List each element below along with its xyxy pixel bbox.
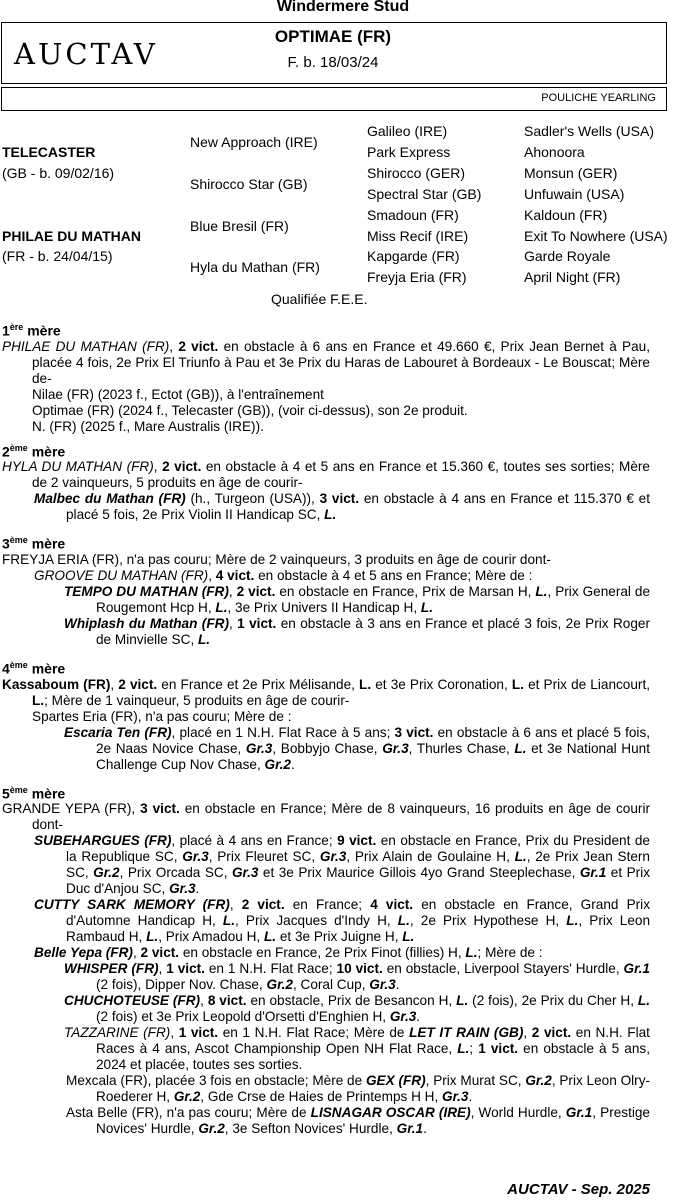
pedigree-g2: Hyla du Mathan (FR) <box>190 259 320 275</box>
footer-credit: AUCTAV - Sep. 2025 <box>507 1181 650 1198</box>
dam-entry: GRANDE YEPA (FR), 3 vict. en obstacle en France; Mère de 8 vainqueurs, 16 produits en âge de courir dont- <box>2 801 651 833</box>
pedigree-g4: Monsun (GER) <box>524 165 618 181</box>
pedigree-g2: Shirocco Star (GB) <box>190 176 308 192</box>
produce-entry: Whiplash du Mathan (FR), 1 vict. en obstacle à 3 ans en France et placé 3 fois, 2e Prix Roger de Minvielle SC, L. <box>64 615 650 647</box>
dam-details: (FR - b. 24/04/15) <box>2 248 113 264</box>
produce-entry: TAZZARINE (FR), 1 vict. en 1 N.H. Flat Race; Mère de LET IT RAIN (GB), 2 vict. en N.H. Flat Races à 4 ans, Ascot Championship Open NH Flat Race, L.; 1 vict. en obstacle à 5 ans, 2024 et placée, toutes ses sorties. <box>64 1025 651 1073</box>
section-heading: 5ème mère <box>2 784 66 802</box>
produce-entry: GROOVE DU MATHAN (FR), 4 vict. en obstacle à 4 et 5 ans en France; Mère de : <box>34 567 533 583</box>
produce-entry: TEMPO DU MATHAN (FR), 2 vict. en obstacle en France, Prix de Marsan H, L., Prix General de Rougemont Hcp H, L., 3e Prix Univers II Handicap H, L. <box>64 583 651 615</box>
section-heading: 4ème mère <box>2 659 66 677</box>
sire-name: TELECASTER <box>2 144 96 160</box>
produce-entry: CHUCHOTEUSE (FR), 8 vict. en obstacle, Prix de Besancon H, L. (2 fois), 2e Prix du Cher H, L. (2 fois) et 3e Prix Leopold d'Orsetti d'Enghien H, Gr.3. <box>64 993 651 1025</box>
pedigree-g3: Shirocco (GER) <box>367 165 466 181</box>
produce-entry: CUTTY SARK MEMORY (FR), 2 vict. en France; 4 vict. en obstacle en France, Grand Prix d'Automne Handicap H, L., Prix Jacques d'Indy H, L., 2e Prix Hypothese H, L., Prix Leon Rambaud H, L., Prix Amadou H, L. et 3e Prix Juigne H, L. <box>34 897 651 945</box>
produce-entry: WHISPER (FR), 1 vict. en 1 N.H. Flat Race; 10 vict. en obstacle, Liverpool Stayers' Hurdle, Gr.1 (2 fois), Dipper Nov. Chase, Gr.2, Coral Cup, Gr.3. <box>64 961 650 993</box>
produce-entry: Spartes Eria (FR), n'a pas couru; Mère de : <box>32 708 292 724</box>
pedigree-g3: Park Express <box>367 144 451 160</box>
pedigree-g4: Kaldoun (FR) <box>524 207 608 223</box>
category-label: POULICHE YEARLING <box>541 92 656 104</box>
produce-entry: Asta Belle (FR), n'a pas couru; Mère de LISNAGAR OSCAR (IRE), World Hurdle, Gr.1, Prestige Novices' Hurdle, Gr.2, 3e Sefton Novices' Hurdle, Gr.1. <box>66 1105 650 1137</box>
dam-entry: PHILAE DU MATHAN (FR), 2 vict. en obstacle à 6 ans en France et 49.660 €, Prix Jean Bernet à Pau, placée 4 fois, 2e Prix El Triunfo à Pau et 3e Prix du Haras de Labouret à Bordeaux - Le Bouscat; Mère de- <box>2 338 650 386</box>
produce-entry: Malbec du Mathan (FR) (h., Turgeon (USA)), 3 vict. en obstacle à 4 ans en France et 115.370 € et placé 5 fois, 2e Prix Violin II Handicap SC, L. <box>34 491 650 523</box>
pedigree-g3: Miss Recif (IRE) <box>367 228 469 244</box>
horse-name: OPTIMAE (FR) <box>274 27 392 46</box>
produce-entry: Nilae (FR) (2023 f., Ectot (GB)), à l'entraînement <box>32 386 324 402</box>
pedigree-g3: Smadoun (FR) <box>367 207 459 223</box>
produce-entry: Optimae (FR) (2024 f., Telecaster (GB)), (voir ci-dessus), son 2e produit. <box>32 402 468 418</box>
family-notes <box>2 322 650 1137</box>
pedigree-g3: Spectral Star (GB) <box>367 186 482 202</box>
dam-entry: FREYJA ERIA (FR), n'a pas couru; Mère de 2 vainqueurs, 3 produits en âge de courir dont- <box>2 551 551 567</box>
produce-entry: N. (FR) (2025 f., Mare Australis (IRE)). <box>32 418 264 434</box>
pedigree-g4: Ahonoora <box>524 144 585 160</box>
pedigree-g4: April Night (FR) <box>524 269 621 285</box>
pedigree-g3: Kapgarde (FR) <box>367 248 460 264</box>
pedigree-g2: Blue Bresil (FR) <box>190 218 289 234</box>
pedigree-g3: Galileo (IRE) <box>367 123 448 139</box>
produce-entry: Belle Yepa (FR), 2 vict. en obstacle en France, 2e Prix Finot (fillies) H, L.; Mère de : <box>34 945 543 961</box>
dam-entry: Kassaboum (FR), 2 vict. en France et 2e Prix Mélisande, L. et 3e Prix Coronation, L. et Prix de Liancourt, L.; Mère de 1 vainqueur, 5 produits en âge de courir- <box>2 676 651 708</box>
auctav-logo: AUCTAV <box>14 37 158 71</box>
section-heading: 2ème mère <box>2 442 66 460</box>
stud-name: Windermere Stud <box>276 0 410 15</box>
pedigree-g4: Sadler's Wells (USA) <box>524 123 654 139</box>
produce-entry: Escaria Ten (FR), placé en 1 N.H. Flat Race à 5 ans; 3 vict. en obstacle à 6 ans et placé 5 fois, 2e Naas Novice Chase, Gr.3, Bobbyjo Chase, Gr.3, Thurles Chase, L. et 3e National Hunt Challenge Cup Nov Chase, Gr.2. <box>64 724 651 772</box>
sire-details: (GB - b. 09/02/16) <box>2 165 115 181</box>
produce-entry: SUBEHARGUES (FR), placé à 4 ans en France; 9 vict. en obstacle en France, Prix du President de la Republique SC, Gr.3, Prix Fleuret SC, Gr.3, Prix Alain de Goulaine H, L., 2e Prix Jean Stern SC, Gr.2, Prix Orcada SC, Gr.3 et 3e Prix Maurice Gillois 4yo Grand Steeplechase, Gr.1 et Prix Duc d'Anjou SC, Gr.3. <box>34 833 651 897</box>
dam-name: PHILAE DU MATHAN <box>2 228 141 244</box>
pedigree-g4: Exit To Nowhere (USA) <box>524 228 668 244</box>
qualification: Qualifiée F.E.E. <box>271 291 368 307</box>
pedigree-g4: Unfuwain (USA) <box>524 186 625 202</box>
section-heading: 3ème mère <box>2 535 66 552</box>
produce-entry: Mexcala (FR), placée 3 fois en obstacle; Mère de GEX (FR), Prix Murat SC, Gr.2, Prix Leon Olry-Roederer H, Gr.2, Gde Crse de Haies de Printemps H H, Gr.3. <box>66 1073 651 1105</box>
section-heading: 1ère mère <box>2 322 61 339</box>
horse-details: F. b. 18/03/24 <box>287 54 379 71</box>
pedigree-g3: Freyja Eria (FR) <box>367 269 467 285</box>
pedigree-g4: Garde Royale <box>524 248 611 264</box>
dam-entry: HYLA DU MATHAN (FR), 2 vict. en obstacle à 4 et 5 ans en France et 15.360 €, toutes ses sorties; Mère de 2 vainqueurs, 5 produits en âge de courir- <box>2 459 650 491</box>
pedigree-g2: New Approach (IRE) <box>190 134 318 150</box>
